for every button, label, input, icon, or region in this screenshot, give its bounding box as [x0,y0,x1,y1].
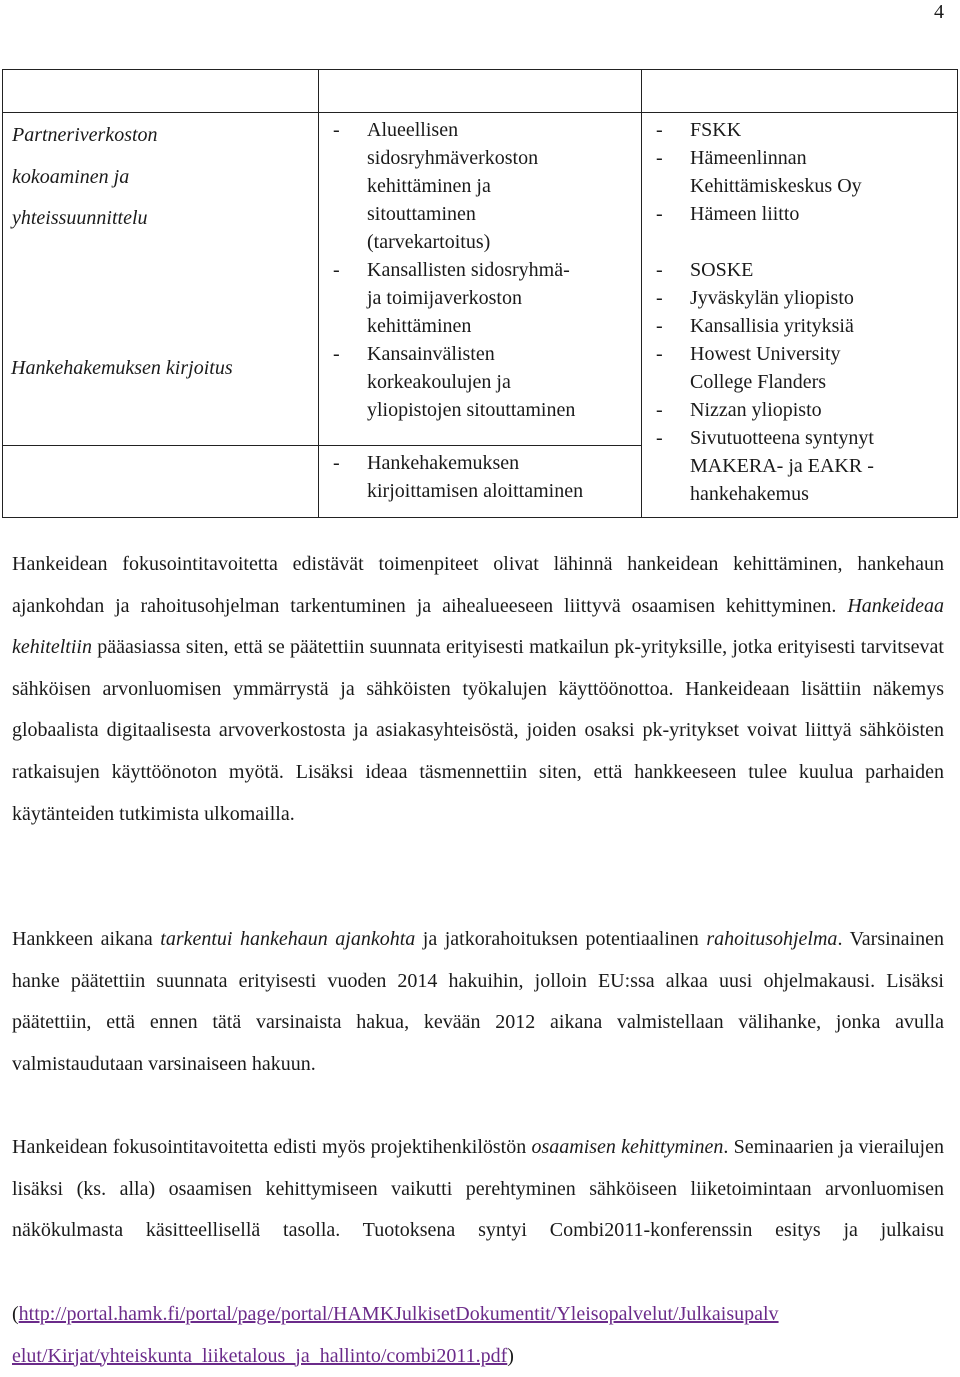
paragraph-text [12,544,944,835]
phase-line: kokoaminen ja [12,165,130,188]
page-number: 4 [934,1,944,23]
list-item [319,449,641,505]
list-item-line: korkeakoulujen ja [367,371,511,393]
list-item [319,256,641,340]
list-item [642,424,957,508]
paragraph-text [12,1127,944,1252]
list-item [642,144,957,200]
paragraph-3 [12,1127,944,1252]
list-item [642,312,957,340]
phase-line: yhteissuunnittelu [12,207,148,229]
spacer [642,228,957,256]
list-item-line: sitouttaminen [367,203,476,225]
list-item-line: - Alueellisen [367,119,459,141]
text-run: Hankeidean fokusointitavoitetta edisti myös projektihenkilöstön [12,1136,532,1158]
table-row [3,113,958,446]
list-item-line: kehittäminen ja [367,175,491,197]
header-cell [642,70,958,113]
list-item [642,396,957,424]
paragraph-text [12,919,944,1085]
list-item-line: hankehakemus [690,483,809,505]
actions-cell [319,113,642,446]
list-item [642,116,957,144]
list-item-line: - Kansallisten sidosryhmä- [367,259,570,281]
list-item-line: - Nizzan yliopisto [690,399,822,421]
list-item-line: yliopistojen sitouttaminen [367,399,576,421]
header-cell [319,70,642,113]
actions-cell [319,446,642,518]
publication-link[interactable]: http://portal.hamk.fi/portal/page/portal/HAMKJulkisetDokumentit/Yleisopalvelut/Julkaisupalv [18,1303,779,1325]
phase-label-application-writing: Hankehakemuksen kirjoitus [11,357,233,379]
list-item-line: - Hankehakemuksen [367,452,520,475]
partners-list [642,256,957,508]
list-item-line: - Kansallisia yrityksiä [690,315,854,337]
list-item-line: - Sivutuotteena syntynyt [690,427,874,449]
list-item-line [690,340,947,368]
list-item-line: sidosryhmäverkoston [367,147,539,169]
text-run: ja jatkorahoituksen potentiaalinen [415,928,707,950]
text-run: ( [12,1303,19,1325]
paragraph-4 [12,1294,944,1377]
list-item-line: - Kansainvälisten [367,343,495,365]
paragraph-2 [12,919,944,1085]
table-header-row [3,70,958,113]
actions-list [319,116,641,424]
phase-cell [3,113,319,446]
list-item-line: kehittäminen [367,315,472,337]
list-item [642,340,957,396]
text-run: Hankeidean fokusointitavoitetta edistävät toimenpiteet olivat lähinnä hankeidean kehittäminen, hankehaun ajankohdan ja rahoitusohjelman tarkentuminen ja aihealueeseen liittyvä osaamisen kehittyminen. [12,553,944,617]
list-item-line: Kehittämiskeskus Oy [690,175,862,197]
list-item-line: - Hämeen liitto [690,203,800,225]
list-item [319,340,641,424]
emphasis: rahoitusohjelma [706,928,838,950]
list-item-line: - Hämeenlinnan [690,147,807,169]
phase-label-partner-network [3,113,318,249]
partners-cell [642,113,958,518]
list-item [642,256,957,284]
list-item-line: kirjoittamisen aloittaminen [367,480,584,503]
list-item-line: MAKERA- ja EAKR - [690,455,874,477]
text-run: . Varsinainen hanke päätettiin suunnata erityisesti vuoden 2014 hakuihin, jolloin EU:ssa alkaa uusi ohjelmakausi. Lisäksi päätettiin, että ennen tätä varsinaista hakua, kevään 2012 aikana valmistellaan välihanke, jonka avulla valmistaudutaan varsinaiseen hakuun. [12,928,944,1075]
list-item [642,200,957,228]
emphasis: tarkentui hankehaun ajankohta [160,928,416,950]
text-run: ) [507,1344,514,1367]
list-item-text: - Howest University [690,343,841,365]
partners-list [642,116,957,228]
header-cell [3,70,319,113]
paragraph-1 [12,544,944,835]
paragraph-text [12,1294,944,1377]
list-item-line: (tarvekartoitus) [367,231,491,253]
phase-line: Partneriverkoston [12,124,158,146]
list-item-line: - SOSKE [690,259,754,281]
text-run: pääasiassa siten, että se päätettiin suunnata erityisesti matkailun pk-yrityksille, jotka erityisesti tarvitsevat sähköisen arvonluomisen ymmärrystä ja sähköisten työkalujen käyttöönottoa. Hankeideaan lisättiin näkemys globaalista digitaalisesta arvoverkostosta ja asiakasyhteisöstä, joiden osaksi pk-yritykset voivat liittyä sähköisten ratkaisujen käyttöönoton myötä. Lisäksi ideaa täsmennettiin siten, että hankkeeseen tulee kuulua parhaiden käytänteiden tutkimista ulkomailla. [12,636,944,825]
emphasis: osaamisen kehittyminen [531,1136,724,1158]
actions-list [319,449,641,505]
list-item [642,284,957,312]
text-run: Hankkeen aikana [12,928,161,950]
publication-link-continued[interactable]: elut/Kirjat/yhteiskunta_liiketalous_ja_hallinto/combi2011.pdf [12,1344,508,1367]
list-item [319,116,641,256]
emphasis: Hankeideaa kehiteltiin [12,594,944,659]
project-phase-table [2,69,958,518]
list-item-line: - FSKK [690,119,742,141]
list-item-line: ja toimijaverkoston [367,287,522,309]
list-item-line: College Flanders [690,371,827,393]
phase-cell [3,446,319,518]
list-item-line: - Jyväskylän yliopisto [690,287,854,309]
text-run: . Seminaarien ja vierailujen lisäksi (ks. alla) osaamisen kehittymiseen vaikutti perehtyminen sähköiseen liiketoimintaan arvonluomisen näkökulmasta käsitteellisellä tasolla. Tuotoksena syntyi Combi2011-konferenssin esitys ja julkaisu [12,1136,944,1242]
